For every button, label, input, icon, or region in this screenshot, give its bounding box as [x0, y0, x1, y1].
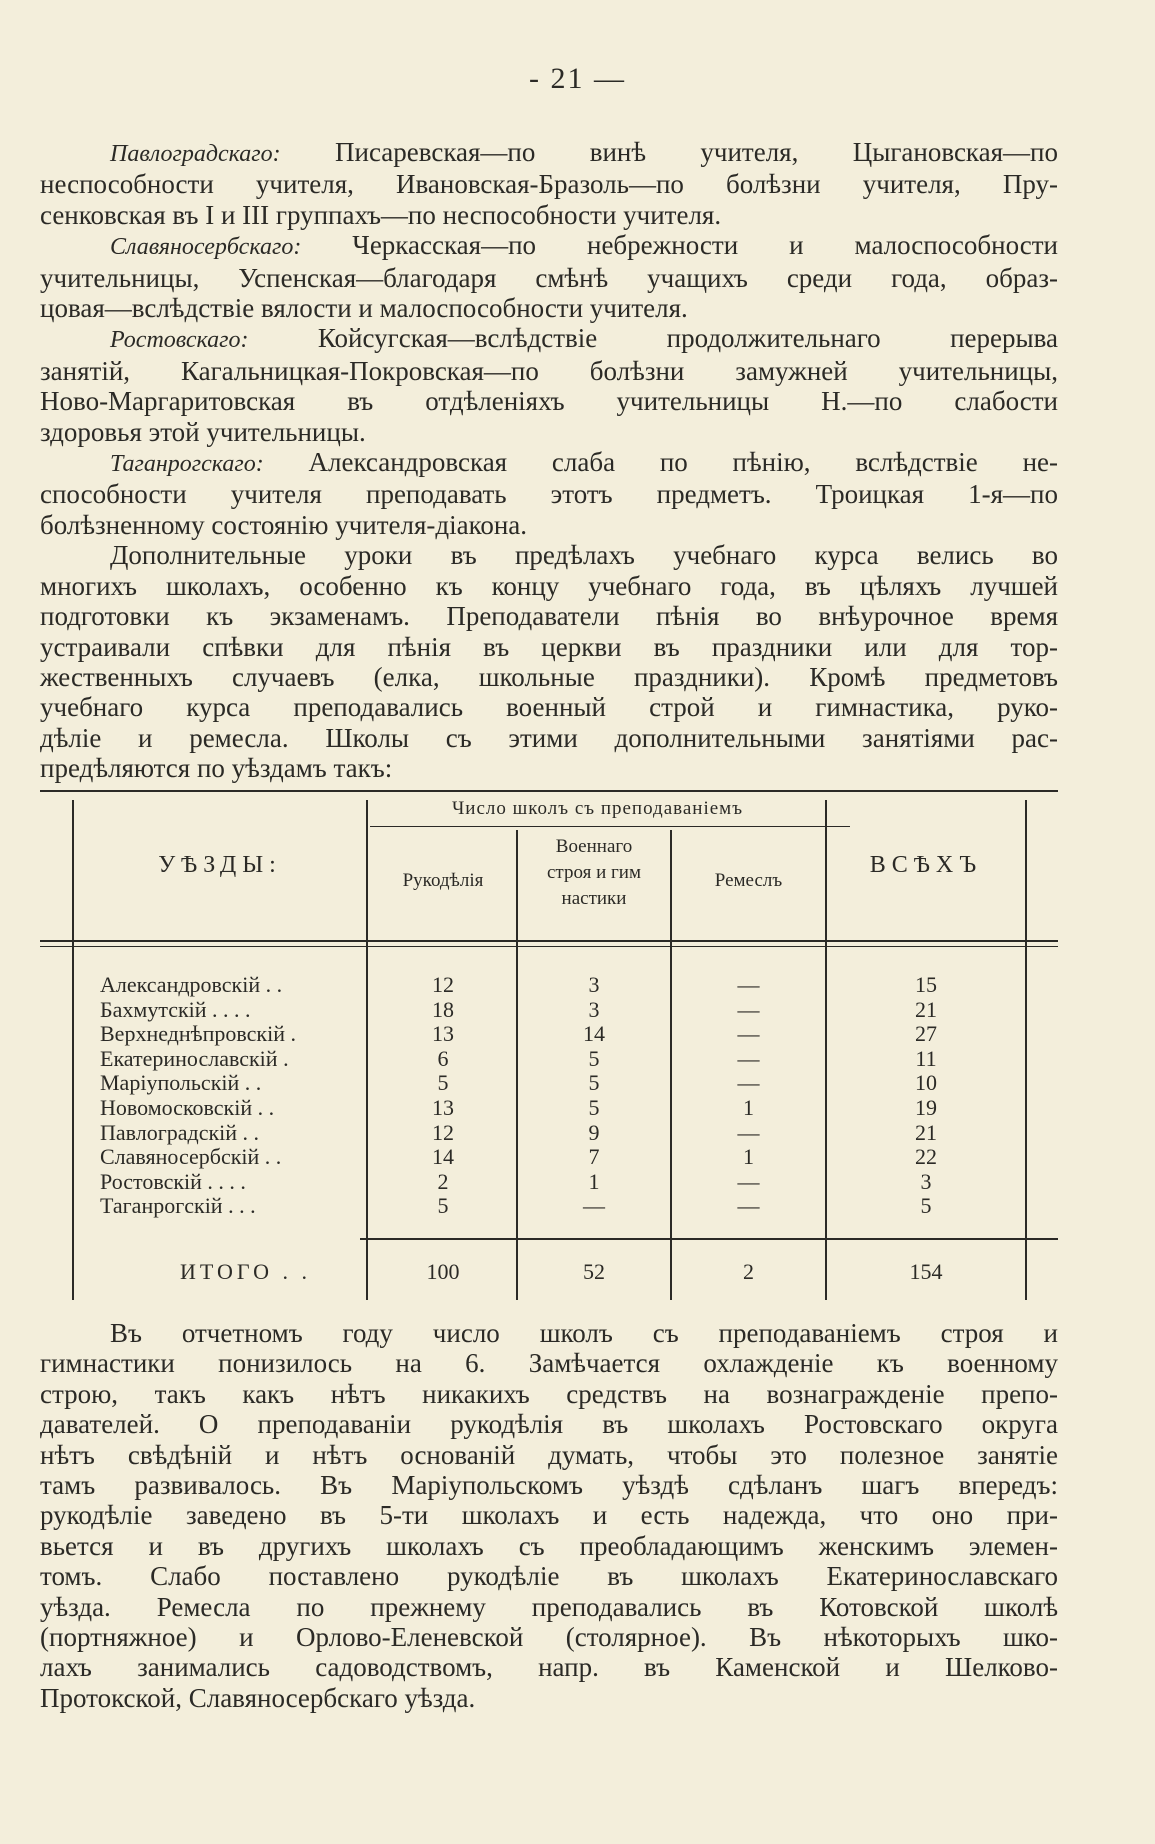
- intro-line: [40, 723, 1058, 753]
- after-line: уѣзда. Ремесла по прежнему преподавались въ Котовской школѣ: [40, 1591, 1058, 1622]
- total-rukod: 100: [426, 1259, 460, 1284]
- intro-line: [40, 230, 1058, 262]
- after-line: тамъ развивалось. Въ Маріупольскомъ уѣздѣ сдѣланъ шагъ впередъ:: [40, 1470, 1058, 1501]
- table-row: [40, 1145, 1058, 1169]
- table-row: [40, 998, 1058, 1022]
- schools-table: [40, 790, 1058, 1310]
- cell-voen: 7: [588, 1144, 600, 1170]
- district-lead: Таганрогскаго:: [110, 451, 264, 478]
- cell-remesl: —: [737, 1045, 760, 1071]
- total-remesl: 2: [743, 1259, 754, 1284]
- cell-voen: 5: [588, 1095, 600, 1120]
- table-row: [40, 1121, 1058, 1145]
- intro-line-text: неспособности учителя, Ивановская-Бразоль—по болѣзни учителя, Пру-: [40, 169, 1058, 200]
- header-rule-2: [40, 946, 1058, 947]
- after-line: рукодѣліе заведено въ 5-ти школахъ и есть надежда, что оно при-: [40, 1500, 1058, 1531]
- cell-vseh: 11: [915, 1045, 937, 1071]
- table-row: [40, 1170, 1058, 1194]
- intro-line-text: Писаревская—по винѣ учителя, Цыгановская—по: [280, 137, 1058, 167]
- cell-rukod: 5: [437, 1070, 449, 1096]
- total-row: [40, 1260, 1058, 1284]
- header-voen-line-2: строя и гим: [547, 862, 641, 883]
- after-text: [40, 1318, 1058, 1713]
- after-line: нѣтъ свѣдѣній и нѣтъ основаній думать, чтобы это полезное занятіе: [40, 1439, 1058, 1470]
- intro-line-text: Дополнительные уроки въ предѣлахъ учебнаго курса велись во: [110, 540, 1058, 571]
- intro-line: [40, 386, 1058, 416]
- cell-name: Александровскій . .: [100, 973, 283, 997]
- intro-line-text: учебнаго курса преподавались военный строй и гимнастика, руко-: [40, 692, 1058, 723]
- intro-line-text: дѣліе и ремесла. Школы съ этими дополнительными занятіями рас-: [40, 722, 1058, 753]
- cell-voen: 9: [588, 1119, 600, 1145]
- after-line: вьется и въ другихъ школахъ съ преобладающимъ женскимъ элемен-: [40, 1530, 1058, 1561]
- intro-line: [40, 510, 1058, 540]
- cell-remesl: —: [737, 996, 760, 1022]
- cell-name: Новомосковскій . .: [100, 1096, 275, 1120]
- cell-voen: —: [583, 1193, 605, 1219]
- cell-name: Маріупольскій . .: [100, 1071, 262, 1096]
- cell-remesl: —: [737, 972, 760, 997]
- header-rule-1: [40, 940, 1058, 942]
- intro-line: [40, 263, 1058, 293]
- cell-name: Екатеринославскій .: [100, 1046, 289, 1071]
- table-top-rule: [40, 790, 1058, 792]
- header-voen: [518, 834, 670, 912]
- cell-remesl: —: [737, 1119, 760, 1145]
- table-row: [40, 1194, 1058, 1218]
- header-uezd: УѢЗДЫ:: [158, 852, 282, 878]
- cell-voen: 3: [588, 972, 600, 997]
- intro-line-text: предѣляются по уѣздамъ такъ:: [40, 753, 393, 784]
- total-voen: 52: [583, 1259, 605, 1284]
- after-line: давателей. О преподаваніи рукодѣлія въ школахъ Ростовскаго округа: [40, 1409, 1058, 1440]
- cell-rukod: 13: [432, 1021, 454, 1047]
- header-voen-line-3: настики: [561, 888, 627, 909]
- cell-remesl: —: [737, 1193, 760, 1219]
- intro-line: [40, 417, 1058, 447]
- header-vseh: ВСѢХЪ: [869, 852, 983, 878]
- cell-remesl: —: [737, 1070, 760, 1096]
- cell-rukod: 5: [437, 1193, 449, 1219]
- page-number: - 21 —: [529, 62, 626, 95]
- cell-vseh: 10: [915, 1070, 937, 1096]
- cell-name: Ростовскій . . . .: [100, 1169, 246, 1194]
- after-line: строю, такъ какъ нѣтъ никакихъ средствъ на вознагражденіе препо-: [40, 1378, 1058, 1409]
- cell-voen: 3: [588, 996, 600, 1022]
- intro-line-text: многихъ школахъ, особенно къ концу учебнаго года, въ цѣляхъ лучшей: [40, 570, 1058, 601]
- intro-line-text: учительницы, Успенская—благодаря смѣнѣ учащихъ среди года, образ-: [40, 262, 1058, 293]
- total-vseh: 154: [909, 1259, 943, 1284]
- intro-line: [40, 601, 1058, 631]
- cell-rukod: 18: [432, 996, 454, 1022]
- intro-line-text: способности учителя преподавать этотъ предметъ. Троицкая 1-я—по: [40, 479, 1058, 510]
- cell-name: Верхнеднѣпровскій .: [100, 1022, 296, 1047]
- intro-line: [40, 200, 1058, 230]
- cell-vseh: 27: [915, 1021, 937, 1047]
- header-rukod: Рукодѣлія: [402, 870, 484, 891]
- header-group: Число школъ съ преподаваніемъ: [451, 798, 744, 819]
- group-header-rule: [370, 826, 850, 827]
- cell-voen: 14: [583, 1021, 605, 1047]
- after-line: Въ отчетномъ году число школъ съ преподаваніемъ строя и: [110, 1318, 1058, 1348]
- table-row: [40, 1071, 1058, 1095]
- district-lead: Славяносербскаго:: [110, 234, 302, 261]
- cell-remesl: 1: [743, 1144, 754, 1170]
- after-line: Протокской, Славяносербскаго уѣзда.: [40, 1682, 476, 1713]
- cell-rukod: 14: [432, 1144, 454, 1170]
- district-lead: Ростовскаго:: [110, 327, 249, 354]
- cell-name: Павлоградскій . .: [100, 1120, 260, 1145]
- cell-remesl: —: [737, 1168, 760, 1194]
- cell-voen: 5: [588, 1045, 600, 1071]
- cell-vseh: 19: [915, 1095, 937, 1120]
- intro-text: [40, 137, 1058, 784]
- cell-name: Таганрогскій . . .: [100, 1194, 256, 1219]
- cell-vseh: 22: [915, 1144, 937, 1170]
- intro-line: [40, 356, 1058, 386]
- after-line: томъ. Слабо поставлено рукодѣліе въ школахъ Екатеринославскаго: [40, 1561, 1058, 1592]
- intro-line: [40, 632, 1058, 662]
- intro-line: [40, 323, 1058, 355]
- intro-line-text: здоровья этой учительницы.: [40, 416, 366, 447]
- intro-line-text: занятій, Кагальницкая-Покровская—по болѣзни замужней учительницы,: [40, 355, 1058, 386]
- table-row: [40, 1022, 1058, 1046]
- intro-line-text: Черкасская—по небрежности и малоспособности: [301, 230, 1058, 261]
- intro-line-text: цовая—вслѣдствіе вялости и малоспособности учителя.: [40, 293, 688, 324]
- header-voen-line-1: Военнаго: [555, 836, 633, 857]
- cell-name: Бахмутскій . . . .: [100, 997, 251, 1022]
- after-line: гимнастики понизилось на 6. Замѣчается охлажденіе къ военному: [40, 1348, 1058, 1379]
- cell-voen: 1: [588, 1168, 600, 1194]
- header-remesl: Ремеслъ: [714, 870, 783, 891]
- intro-line: [40, 662, 1058, 692]
- intro-line: [40, 692, 1058, 722]
- intro-line-text: сенковская въ I и III группахъ—по неспособности учителя.: [40, 199, 722, 230]
- intro-line: [40, 169, 1058, 199]
- intro-line: [40, 293, 1058, 323]
- intro-line: [40, 479, 1058, 509]
- cell-rukod: 12: [432, 1119, 454, 1145]
- intro-line: [40, 447, 1058, 479]
- table-row: [40, 973, 1058, 997]
- intro-line: [40, 753, 1058, 783]
- cell-rukod: 2: [437, 1168, 449, 1194]
- cell-vseh: 15: [915, 972, 937, 997]
- district-lead: Павлоградскаго:: [110, 141, 281, 167]
- cell-rukod: 12: [432, 972, 454, 997]
- intro-line-text: подготовки къ экзаменамъ. Преподаватели пѣнія во внѣурочное время: [40, 601, 1058, 632]
- cell-remesl: 1: [743, 1095, 754, 1120]
- intro-line-text: жественныхъ случаевъ (елка, школьные праздники). Кромѣ предметовъ: [40, 661, 1058, 692]
- cell-name: Славяносербскій . .: [100, 1145, 282, 1170]
- intro-line-text: Александровская слаба по пѣнію, вслѣдствіе не-: [263, 447, 1058, 478]
- after-line: (портняжное) и Орлово-Еленевской (столярное). Въ нѣкоторыхъ шко-: [40, 1622, 1058, 1653]
- cell-vseh: 3: [920, 1168, 932, 1194]
- cell-voen: 5: [588, 1070, 600, 1096]
- total-label: ИТОГО . .: [180, 1260, 311, 1284]
- cell-vseh: 21: [915, 1119, 937, 1145]
- intro-line: [40, 571, 1058, 601]
- intro-line-text: болѣзненному состоянію учителя-діакона.: [40, 509, 528, 540]
- after-line: лахъ занимались садоводствомъ, напр. въ Каменской и Шелково-: [40, 1652, 1058, 1683]
- table-row: [40, 1096, 1058, 1120]
- intro-line: [40, 137, 1058, 169]
- cell-vseh: 5: [920, 1193, 932, 1219]
- cell-remesl: —: [737, 1021, 760, 1047]
- intro-line: [40, 540, 1058, 570]
- intro-line-text: Ново-Маргаритовская въ отдѣленіяхъ учительницы Н.—по слабости: [40, 386, 1058, 417]
- cell-rukod: 13: [432, 1095, 454, 1120]
- total-rule: [360, 1238, 1058, 1240]
- cell-vseh: 21: [915, 996, 937, 1022]
- table-row: [40, 1047, 1058, 1071]
- intro-line-text: устраивали спѣвки для пѣнія въ церкви въ праздники или для тор-: [40, 631, 1058, 662]
- intro-line-text: Койсугская—вслѣдствіе продолжительнаго перерыва: [248, 323, 1058, 354]
- cell-rukod: 6: [437, 1045, 449, 1071]
